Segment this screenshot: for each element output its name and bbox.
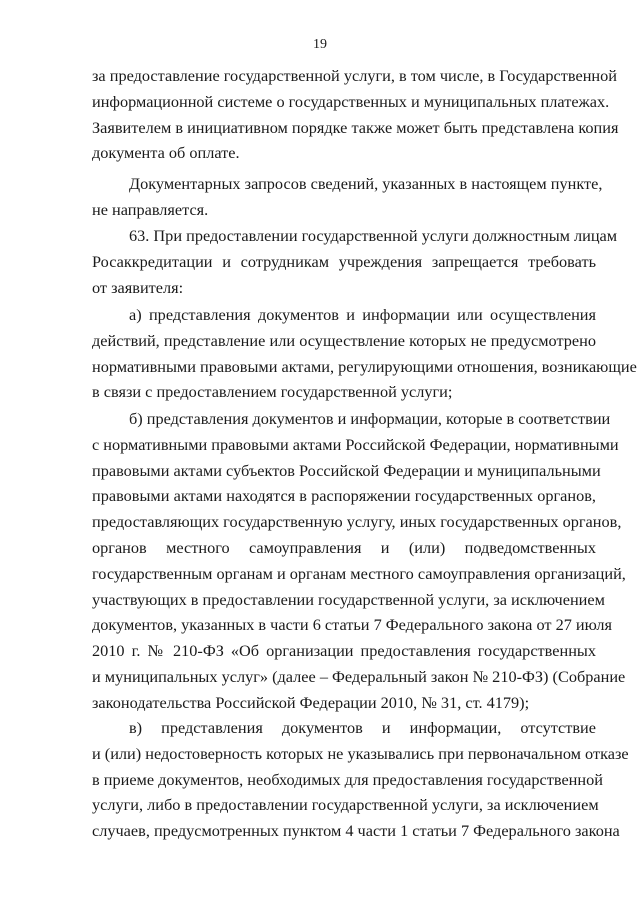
text-line: за предоставление государственной услуги, в том числе, в Государственной bbox=[92, 66, 617, 85]
text-line: Заявителем в инициативном порядке также может быть представлена копия bbox=[92, 117, 619, 137]
text-line: Документарных запросов сведений, указанных в настоящем пункте, bbox=[129, 174, 603, 193]
text-line: и муниципальных услуг» (далее – Федеральный закон № 210-ФЗ) (Собрание bbox=[92, 666, 626, 686]
text-line: 63. При предоставлении государственной услуги должностным лицам bbox=[129, 226, 618, 245]
text-line: действий, представление или осуществление которых не предусмотрено bbox=[92, 330, 596, 350]
text-line: нормативными правовыми актами, регулирующими отношения, возникающие bbox=[92, 356, 637, 376]
text-line: документа об оплате. bbox=[92, 143, 240, 163]
text-line: информационной системе о государственных и муниципальных платежах. bbox=[92, 91, 610, 111]
text-line: б) представления документов и информации, которые в соответствии bbox=[129, 409, 611, 428]
text-line: в приеме документов, необходимых для предоставления государственной bbox=[92, 769, 603, 789]
text-line: услуги, либо в предоставлении государственной услуги, за исключением bbox=[92, 795, 599, 815]
text-line: в связи с предоставлением государственной услуги; bbox=[92, 382, 453, 402]
text-line: случаев, предусмотренных пунктом 4 части 1 статьи 7 Федерального закона bbox=[92, 821, 620, 841]
text-line: от заявителя: bbox=[92, 277, 184, 297]
text-line: Росаккредитации и сотрудникам учреждения запрещается требовать bbox=[92, 251, 596, 271]
text-line: и (или) недостоверность которых не указывались при первоначальном отказе bbox=[92, 743, 629, 763]
paragraph-p2 bbox=[92, 171, 603, 223]
text-line: правовыми актами субъектов Российской Федерации и муниципальными bbox=[92, 460, 601, 480]
text-line: а) представления документов и информации или осуществления bbox=[129, 305, 596, 324]
text-line: 2010 г. № 210-ФЗ «Об организации предоставления государственных bbox=[92, 641, 596, 661]
paragraph-p3 bbox=[92, 223, 618, 300]
paragraph-p5 bbox=[92, 406, 626, 716]
text-line: предоставляющих государственную услугу, иных государственных органов, bbox=[92, 512, 622, 532]
text-line: с нормативными правовыми актами Российской Федерации, нормативными bbox=[92, 434, 619, 454]
text-line: государственным органам и органам местного самоуправления организаций, bbox=[92, 563, 626, 583]
text-line: участвующих в предоставлении государственной услуги, за исключением bbox=[92, 589, 605, 609]
paragraph-p4 bbox=[92, 302, 637, 405]
page-number: 19 bbox=[313, 37, 327, 52]
text-line: органов местного самоуправления и (или) подведомственных bbox=[92, 537, 596, 557]
text-line: правовыми актами находятся в распоряжении государственных органов, bbox=[92, 486, 596, 506]
text-line: законодательства Российской Федерации 2010, № 31, ст. 4179); bbox=[92, 692, 530, 712]
paragraph-p1 bbox=[92, 63, 619, 166]
text-line: в) представления документов и информации, отсутствие bbox=[129, 718, 596, 737]
paragraph-p6 bbox=[92, 715, 629, 844]
text-line: документов, указанных в части 6 статьи 7 Федерального закона от 27 июля bbox=[92, 615, 613, 635]
text-line: не направляется. bbox=[92, 199, 209, 219]
